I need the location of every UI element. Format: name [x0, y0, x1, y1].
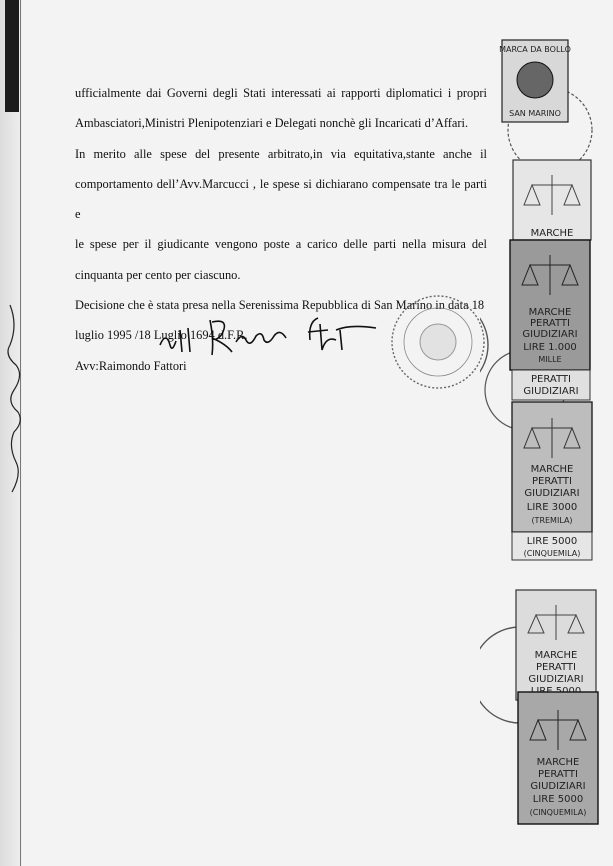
- svg-text:PERATTI: PERATTI: [531, 374, 571, 385]
- stamp-marca-da-bollo: [499, 40, 571, 122]
- svg-text:GIUDIZIARI: GIUDIZIARI: [530, 781, 586, 792]
- svg-text:PERATTI: PERATTI: [532, 476, 572, 487]
- svg-text:PERATTI: PERATTI: [538, 769, 578, 780]
- svg-text:LIRE 5000: LIRE 5000: [526, 536, 578, 547]
- svg-text:LIRE 5000: LIRE 5000: [532, 794, 584, 805]
- text-line-2: Ambasciatori,Ministri Plenipotenziari e Delegati nonchè gli Incaricati d’Affari.: [75, 116, 469, 131]
- stamp-marche-1: [513, 160, 591, 240]
- svg-text:MARCHE: MARCHE: [536, 757, 580, 768]
- stamp-marche-6: [516, 590, 596, 700]
- stamp-marche-3: [512, 370, 590, 400]
- svg-text:MARCHE: MARCHE: [530, 464, 574, 475]
- svg-text:(CINQUEMILA): (CINQUEMILA): [523, 549, 581, 558]
- margin-signature: [0, 300, 30, 540]
- stamp-marche-7: [518, 692, 598, 824]
- text-line-1: ufficialmente dai Governi degli Stati interessati ai rapporti diplomatici i propri: [75, 86, 487, 100]
- handwritten-signature: [150, 300, 390, 370]
- svg-text:GIUDIZIARI: GIUDIZIARI: [522, 329, 578, 340]
- svg-text:MILLE: MILLE: [538, 355, 562, 364]
- svg-text:MARCHE: MARCHE: [534, 650, 578, 661]
- svg-text:PERATTI: PERATTI: [536, 662, 576, 673]
- text-line-8: luglio 1995 /18 Luglio 1694 d.F.R.: [75, 328, 248, 343]
- stamps-column: [480, 30, 613, 866]
- text-line-3: In merito alle spese del presente arbitrato,in via equitativa,stante anche il: [75, 146, 487, 161]
- svg-text:(CINQUEMILA): (CINQUEMILA): [529, 808, 587, 817]
- text-line-9: Avv:Raimondo Fattori: [75, 358, 187, 373]
- svg-text:GIUDIZIARI: GIUDIZIARI: [528, 674, 584, 685]
- svg-text:PERATTI: PERATTI: [530, 318, 570, 329]
- svg-text:MARCA DA BOLLO: MARCA DA BOLLO: [499, 45, 571, 54]
- text-line-7: Decisione che è stata presa nella Serenissima Repubblica di San Marino in data 18: [75, 298, 485, 313]
- svg-text:MARCHE: MARCHE: [530, 228, 574, 239]
- svg-text:LIRE 1.000: LIRE 1.000: [523, 342, 577, 353]
- official-seal: [388, 292, 488, 392]
- text-line-4: comportamento dell’Avv.Marcucci , le spese si dichiarano compensate tra le parti e: [75, 176, 487, 222]
- binder-bar: [5, 0, 19, 112]
- svg-text:(TREMILA): (TREMILA): [531, 516, 573, 525]
- text-line-5: le spese per il giudicante vengono poste a carico delle parti nella misura del: [75, 237, 487, 252]
- svg-text:GIUDIZIARI: GIUDIZIARI: [524, 488, 580, 499]
- svg-text:GIUDIZIARI: GIUDIZIARI: [523, 386, 579, 397]
- svg-text:MARCHE: MARCHE: [528, 307, 572, 318]
- stamp-marche-5: [512, 532, 592, 560]
- stamp-marche-4: [512, 402, 592, 532]
- svg-text:LIRE 3000: LIRE 3000: [526, 502, 578, 513]
- stamp-marche-2: [510, 240, 590, 370]
- svg-text:SAN MARINO: SAN MARINO: [509, 109, 561, 118]
- text-line-6: cinquanta per cento per ciascuno.: [75, 267, 241, 282]
